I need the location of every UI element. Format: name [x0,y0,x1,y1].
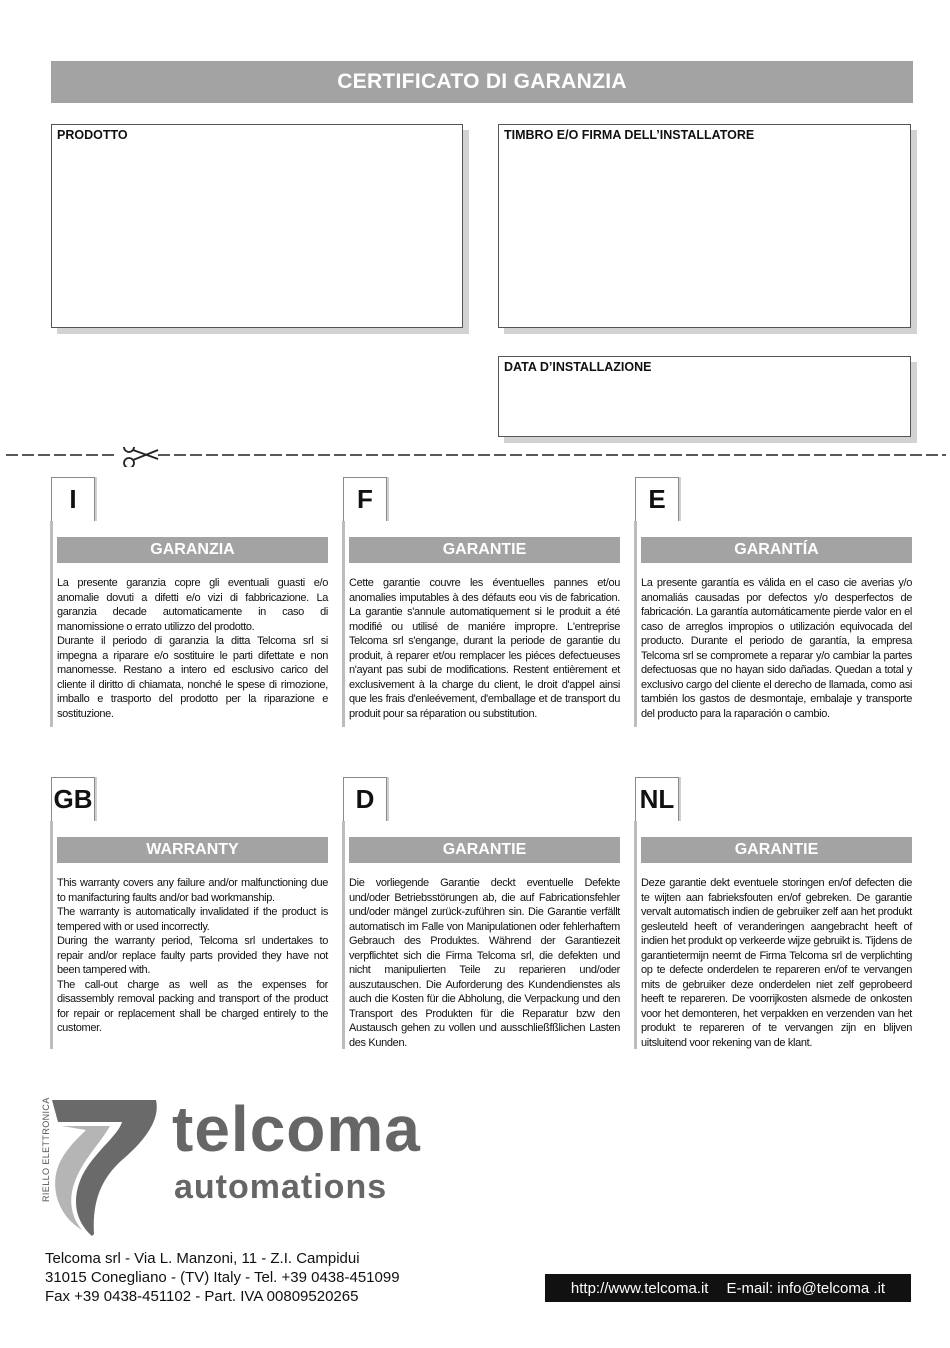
section-divider [634,821,637,1049]
product-label: PRODOTTO [57,128,128,142]
lang-code-it: I [51,477,95,521]
section-heading-es: GARANTÍA [641,537,912,563]
address-line: 31015 Conegliano - (TV) Italy - Tel. +39 0438-451099 [45,1269,400,1286]
section-text-nl: Deze garantie dekt eventuele storingen en/of defecten die te wijten aan fabrieksfouten en/of gebreken. De garantie vervalt automatisch indien de gebruiker zelf aan het produkt gesleuteld heeft of veranderingen aangebracht heeft of indien het produkt op verkeerde wijze gebruikt is. Tijdens de garantietermijn neemt de Firma Telcoma srl de verplichting op te defecte onderdelen te repareren en/of te vervangen mits de gebruiker deze onderdelen niet zelf geprobeerd heeft te repareren. De voorrijkosten alsmede de onkosten voor het demonteren, het verpakken en verzenden van het produkt te repareren of te vervangen zijn en blijven uitsluitend voor rekening van de klant. [641,877,912,1049]
lang-code-gb: GB [51,777,95,821]
logo-wordmark: telcoma [172,1093,421,1165]
lang-code-de: D [343,777,387,821]
contact-bar [545,1274,911,1302]
lang-code-nl: NL [635,777,679,821]
scissors-icon [124,447,158,467]
logo-subtitle: automations [174,1168,388,1206]
section-heading-gb: WARRANTY [57,837,328,863]
section-text-fr: Cette garantie couvre les éventuelles pannes et/ou anomalies imputables à des défauts eou vis de fabrication. La garantie s'annule automatiquement si le produit a été modifié ou utilisé de maniére impropre. L'entreprise Telcoma srl s'engange, durant la periode de garantie du produit, à reparer et/ou remplacer les piéces defectueuses n'ayant pas subi de modifications. Restent entièrement et exclusivement à la charge du client, le droit d'appel ainsi que les frais d'enleévement, d'emballage et de transport du produit pour sa réparation ou substitution. [349,577,620,720]
section-text-gb: This warranty covers any failure and/or malfunctioning due to manifacturing faults and/or bad workmanship. The warranty is automatically invalidated if the product is tempered with or used incorrectly. During the warranty period, Telcoma srl undertakes to repair and/or replace faulty parts provided they have not been tampered with. The call-out charge as well as the expenses for disassembly removal packing and transport of the product for repair or replacement shall be charged entirely to the customer. [57,877,328,1034]
certificate-title: CERTIFICATO DI GARANZIA [51,61,913,103]
section-divider [634,521,637,727]
section-divider [342,521,345,727]
lang-code-es: E [635,477,679,521]
installer-stamp-box[interactable] [498,124,911,328]
company-address [45,1249,400,1306]
lang-code-fr: F [343,477,387,521]
section-divider [50,821,53,1049]
installation-date-label: DATA D’INSTALLAZIONE [504,360,652,374]
address-line: Telcoma srl - Via L. Manzoni, 11 - Z.I. Campidui [45,1250,360,1267]
section-heading-fr: GARANTIE [349,537,620,563]
installation-date-box[interactable] [498,356,911,437]
section-text-es: La presente garantía es válida en el caso cie averias y/o anomaliás causadas por defectos y/o desperfectos de fabricación. La garantía automáticamente pierde valor en el caso de arreglos impropios o utilización equivocada del producto. Durante el periodo de garantía, la empresa Telcoma srl se compromete a reparar y/o cambiar la partes defectuosas que no hayan sido dañadas. Quedan a total y exclusivo cargo del cliente el derecho de llamada, como asi también los gastos de desmontaje, embalaje y transporte del producto para la raparación o cambio. [641,577,912,720]
telcoma-logo-icon [52,1100,160,1236]
section-heading-de: GARANTIE [349,837,620,863]
logo-side-text: RIELLO ELETTRONICA [41,1097,51,1202]
website-link[interactable]: http://www.telcoma.it [570,1279,709,1297]
address-line: Fax +39 0438-451102 - Part. IVA 00809520265 [45,1288,359,1305]
section-heading-nl: GARANTIE [641,837,912,863]
section-divider [342,821,345,1049]
email-link[interactable]: E-mail: info@telcoma .it [726,1279,886,1297]
product-box[interactable] [51,124,463,328]
section-divider [50,521,53,727]
section-heading-it: GARANZIA [57,537,328,563]
section-text-it: La presente garanzia copre gli eventuali guasti e/o anomalie dovuti a difetti e/o vizi di fabbricazione. La garanzia decade automaticamente in caso di manomissione o errato utilizzo del prodotto. Durante il periodo di garanzia la ditta Telcoma srl si impegna a riparare e/o sostituire le parti difettate e non manomesse. Restano a intero ed esclusivo carico del cliente il diritto di chiamata, nonché le spese di rimozione, imballo e trasporto del prodotto per la riparazione e sostituzione. [57,577,328,720]
cut-line [6,447,946,467]
installer-stamp-label: TIMBRO E/O FIRMA DELL’INSTALLATORE [504,128,755,142]
section-text-de: Die vorliegende Garantie deckt eventuelle Defekte und/oder Betriebsstörungen ab, die auf Fabricationsfehler und/oder mängel zurück-zuführen sin. Die Garantie verfällt automatisch im Falle von Manipulationen oder fehlerhaftem Gebrauch des Produktes. Während der Garantiezeit verpflichtet sich die Firma Telcoma srl, die defekten und nicht manipulierten Teile zu reparieren und/oder auszutauschen. Die Auforderung des Kundendienstes als auch die Kosten für die Abholung, die Verpackung und den Transport des Produkten für die Reparatur bzw den Austausch gehen zu vollen und ausschließfßlichen Lasten des Kunden. [349,877,620,1049]
